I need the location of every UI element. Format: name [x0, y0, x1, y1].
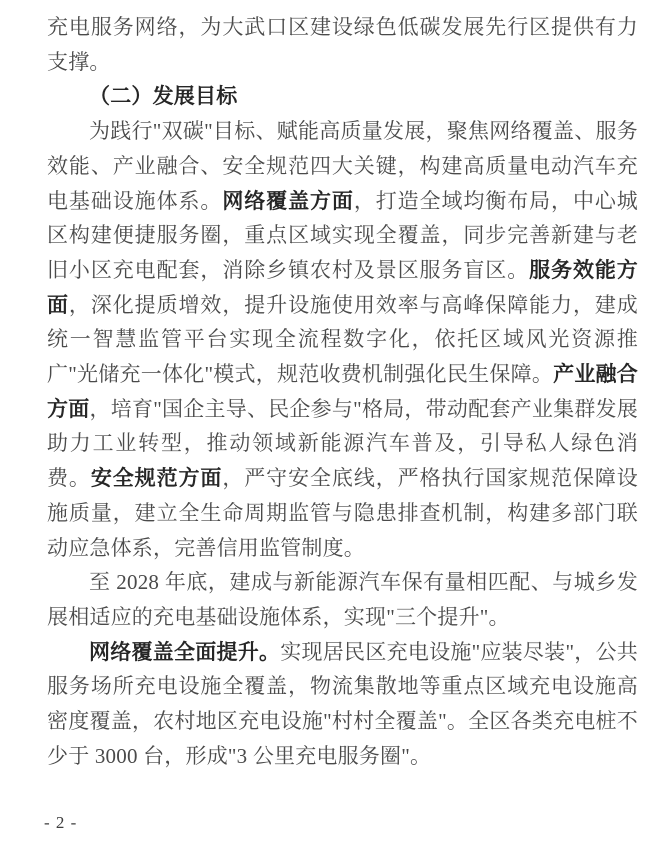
bold-text-run: 安全规范方面	[90, 466, 223, 491]
document-body	[47, 10, 638, 773]
bold-text-run: 产业融合方面	[47, 362, 638, 421]
paragraph	[47, 635, 638, 774]
text-run: 至 2028 年底，建成与新能源汽车保有量相匹配、与城乡发展相适应的充电基础设施体系，实现"三个提升"。	[47, 570, 638, 629]
text-run: ，深化提质增效，提升设施使用效率与高峰保障能力，建成统一智慧监管平台实现全流程数字化，依托区域风光资源推广"光储充一体化"模式，规范收费机制强化民生保障。	[47, 292, 638, 387]
text-run: ，严守安全底线，严格执行国家规范保障设施质量，建立全生命周期监管与隐患排查机制，构建多部门联动应急体系，完善信用监管制度。	[47, 466, 639, 560]
text-run: 为践行"双碳"目标、赋能高质量发展，聚焦网络覆盖、服务效能、产业融合、安全规范四大关键，构建高质量电动汽车充电基础设施体系。	[47, 119, 638, 213]
text-run: 实现居民区充电设施"应装尽装"，公共服务场所充电设施全覆盖，物流集散地等重点区域充电设施高密度覆盖，农村地区充电设施"村村全覆盖"。全区各类充电桩不少于 3000 台，形成"3 公里充电服务圈"。	[47, 639, 638, 768]
bold-text-run: （二）发展目标	[89, 84, 238, 109]
text-run: ，打造全域均衡布局，中心城区构建便捷服务圈，重点区域实现全覆盖，同步完善新建与老旧小区充电配套，消除乡镇农村及景区服务盲区。	[47, 188, 639, 282]
bold-text-run: 服务效能方面	[47, 257, 639, 317]
page-number: - 2 -	[44, 813, 78, 832]
text-run: ，培育"国企主导、民企参与"格局，带动配套产业集群发展助力工业转型，推动领域新能源汽车普及，引导私人绿色消费。	[47, 396, 638, 491]
paragraph	[47, 114, 638, 565]
section-heading	[47, 79, 638, 114]
bold-text-run: 网络覆盖方面	[222, 188, 354, 213]
paragraph	[47, 565, 638, 634]
text-run: 充电服务网络，为大武口区建设绿色低碳发展先行区提供有力支撑。	[47, 15, 638, 74]
bold-text-run: 网络覆盖全面提升。	[89, 639, 281, 664]
paragraph	[47, 10, 638, 79]
